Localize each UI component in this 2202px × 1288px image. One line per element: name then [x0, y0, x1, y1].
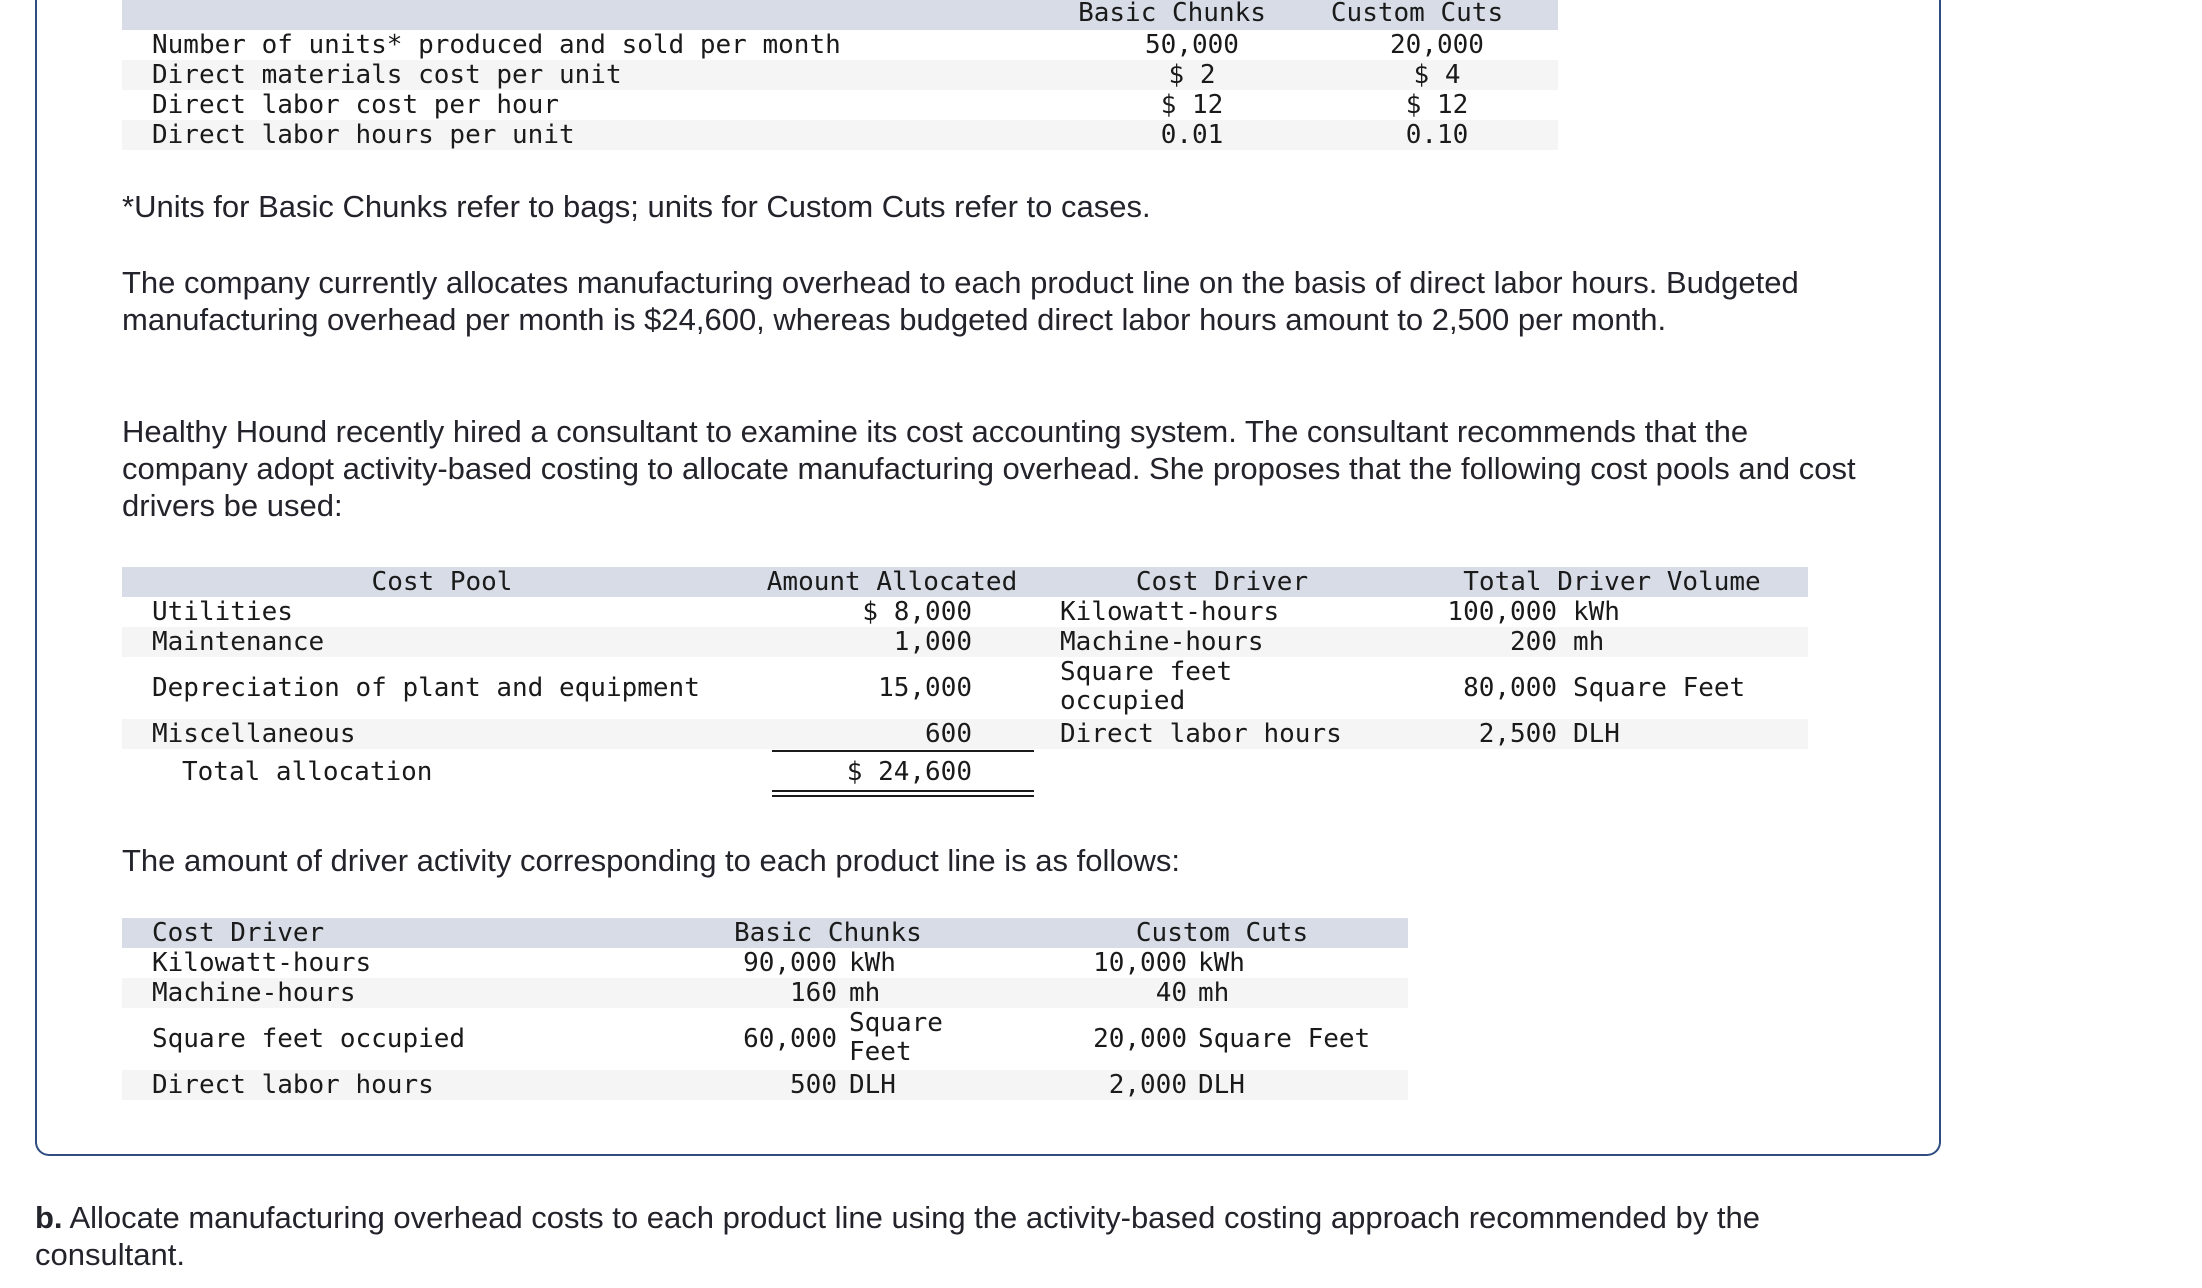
question-b [35, 1199, 1885, 1273]
table-row [122, 948, 1408, 978]
amount: 1,000 [893, 627, 972, 657]
basic-unit: mh [849, 978, 881, 1008]
table-row [122, 90, 1558, 120]
amount: $ 8,000 [862, 597, 972, 627]
basic-number: 160 [790, 978, 837, 1008]
basic-value: 50,000 [1145, 30, 1239, 60]
custom-value: $ 4 [1413, 60, 1461, 90]
total-double-rule-bottom [772, 795, 1034, 797]
driver-activity-table [122, 918, 1408, 1104]
col-basic-chunks: Basic Chunks [1078, 0, 1266, 28]
cost-driver: Kilowatt-hours [1060, 597, 1280, 627]
table-row [122, 657, 1808, 719]
table-row [122, 978, 1408, 1008]
volume-number: 100,000 [1447, 597, 1557, 627]
row-label: Direct materials cost per unit [152, 60, 622, 90]
cost-driver: Square feet occupied [152, 1024, 466, 1054]
cost-pool: Depreciation of plant and equipment [152, 673, 700, 703]
product-data-table [122, 0, 1558, 152]
custom-unit: kWh [1198, 948, 1245, 978]
table-header-row [122, 0, 1558, 30]
total-amount: $ 24,600 [846, 757, 972, 787]
volume-number: 80,000 [1463, 673, 1557, 703]
table-row [122, 719, 1808, 749]
custom-value: $ 12 [1405, 90, 1469, 120]
custom-unit: DLH [1198, 1070, 1245, 1100]
volume-unit: mh [1573, 627, 1605, 657]
question-text: Allocate manufacturing overhead costs to each product line using the activity-based costing approach recommended by the consultant. [35, 1200, 1760, 1272]
custom-unit: mh [1198, 978, 1230, 1008]
paragraph-overhead-allocation: The company currently allocates manufacturing overhead to each product line on the basis of direct labor hours. Budgeted manufacturing overhead per month is $24,600, whereas budgeted direct labor hours amount to 2,500 per month. [122, 265, 1799, 337]
amount: 15,000 [878, 673, 972, 703]
table-row [122, 120, 1558, 150]
row-label: Direct labor hours per unit [152, 120, 575, 150]
col-custom-cuts: Custom Cuts [1135, 918, 1309, 948]
table-header-row [122, 567, 1808, 597]
total-double-rule-top [772, 790, 1034, 792]
custom-number: 10,000 [1093, 948, 1187, 978]
custom-unit: Square Feet [1198, 1024, 1371, 1054]
custom-number: 40 [1155, 978, 1187, 1008]
total-row [122, 757, 1808, 787]
basic-unit: DLH [849, 1070, 896, 1100]
cost-pool: Utilities [152, 597, 293, 627]
custom-value: 0.10 [1405, 120, 1469, 150]
basic-value: 0.01 [1160, 120, 1224, 150]
basic-unit: kWh [849, 948, 896, 978]
cost-pool: Maintenance [152, 627, 325, 657]
col-cost-driver: Cost Driver [1135, 567, 1309, 597]
total-label: Total allocation [182, 757, 433, 787]
cost-driver: Direct labor hours [1060, 719, 1342, 749]
basic-value: $ 2 [1168, 60, 1216, 90]
volume-number: 200 [1510, 627, 1557, 657]
cost-driver-line1: Square feet [1060, 657, 1233, 687]
row-label: Direct labor cost per hour [152, 90, 559, 120]
table-row [122, 1008, 1408, 1070]
paragraph-driver-activity: The amount of driver activity corresponding to each product line is as follows: [122, 843, 1180, 878]
col-cost-driver: Cost Driver [152, 918, 325, 948]
table-row [122, 627, 1808, 657]
question-label: b. [35, 1200, 63, 1235]
custom-number: 20,000 [1093, 1024, 1187, 1054]
col-total-driver-volume: Total Driver Volume [1463, 567, 1761, 597]
row-label: Number of units* produced and sold per month [152, 30, 841, 60]
table-row [122, 30, 1558, 60]
custom-number: 2,000 [1108, 1070, 1187, 1100]
volume-unit: kWh [1573, 597, 1620, 627]
col-cost-pool: Cost Pool [371, 567, 513, 597]
table-header-row [122, 918, 1408, 948]
cost-driver: Machine-hours [1060, 627, 1264, 657]
basic-value: $ 12 [1160, 90, 1224, 120]
footnote: *Units for Basic Chunks refer to bags; units for Custom Cuts refer to cases. [122, 189, 1151, 224]
volume-unit: Square Feet [1573, 673, 1746, 703]
col-custom-cuts: Custom Cuts [1330, 0, 1504, 28]
cost-driver: Direct labor hours [152, 1070, 434, 1100]
cost-driver: Machine-hours [152, 978, 356, 1008]
basic-unit-line1: Square [849, 1008, 943, 1038]
table-row [122, 60, 1558, 90]
basic-number: 60,000 [743, 1024, 837, 1054]
basic-number: 90,000 [743, 948, 837, 978]
subtotal-rule [772, 750, 1034, 752]
cost-driver: Kilowatt-hours [152, 948, 372, 978]
col-basic-chunks: Basic Chunks [734, 918, 922, 948]
paragraph-consultant: Healthy Hound recently hired a consultant to examine its cost accounting system. The consultant recommends that the company adopt activity-based costing to allocate manufacturing overhead. She proposes that the following cost pools and cost drivers be used: [122, 414, 1856, 523]
col-amount-allocated: Amount Allocated [766, 567, 1018, 597]
amount: 600 [925, 719, 972, 749]
custom-value: 20,000 [1390, 30, 1484, 60]
basic-unit-line2: Feet [849, 1037, 912, 1067]
cost-pool: Miscellaneous [152, 719, 356, 749]
volume-unit: DLH [1573, 719, 1620, 749]
volume-number: 2,500 [1478, 719, 1557, 749]
basic-number: 500 [790, 1070, 837, 1100]
table-row [122, 1070, 1408, 1100]
cost-pool-table [122, 567, 1808, 807]
table-row [122, 597, 1808, 627]
cost-driver-line2: occupied [1060, 686, 1186, 716]
